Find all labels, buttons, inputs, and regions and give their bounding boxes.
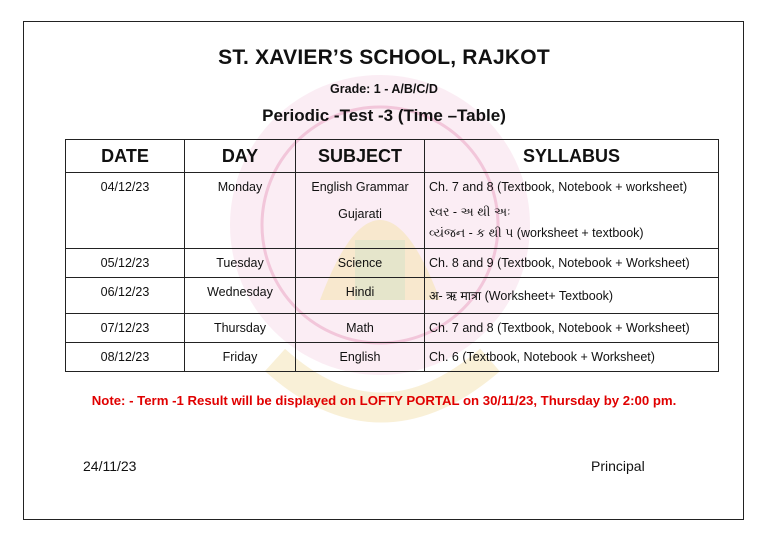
principal-signature-label: Principal [591, 458, 645, 474]
table-row [66, 278, 719, 314]
subject-english-grammar: English Grammar [311, 180, 409, 194]
table-row [66, 343, 719, 372]
day-cell: Friday [185, 343, 296, 372]
school-name: ST. XAVIER’S SCHOOL, RAJKOT [218, 46, 550, 69]
grade-line: Grade: 1 - A/B/C/D [330, 82, 438, 96]
syllabus-cell: Ch. 6 (Textbook, Notebook + Worksheet) [425, 343, 719, 372]
table-row [66, 173, 719, 249]
test-title: Periodic -Test -3 (Time –Table) [262, 106, 506, 125]
syllabus-cell: अ- ऋ मात्रा (Worksheet+ Textbook) [425, 278, 719, 314]
column-header-syllabus: SYLLABUS [425, 140, 719, 173]
date-cell: 04/12/23 [66, 173, 185, 249]
syllabus-gujarati-vyanjan: વ્યંજન - ક થી પ (worksheet + textbook) [429, 226, 644, 240]
day-cell: Tuesday [185, 249, 296, 278]
timetable [65, 139, 719, 372]
date-cell: 06/12/23 [66, 278, 185, 314]
syllabus-cell [425, 173, 719, 249]
date-cell: 08/12/23 [66, 343, 185, 372]
table-header-row [66, 140, 719, 173]
syllabus-english-grammar: Ch. 7 and 8 (Textbook, Notebook + worksheet) [429, 180, 688, 194]
table-row [66, 314, 719, 343]
subject-cell [296, 173, 425, 249]
date-cell: 05/12/23 [66, 249, 185, 278]
subject-cell: English [296, 343, 425, 372]
table-row [66, 249, 719, 278]
column-header-day: DAY [185, 140, 296, 173]
date-cell: 07/12/23 [66, 314, 185, 343]
subject-cell: Hindi [296, 278, 425, 314]
column-header-subject: SUBJECT [296, 140, 425, 173]
subject-cell: Math [296, 314, 425, 343]
syllabus-cell: Ch. 8 and 9 (Textbook, Notebook + Worksheet) [425, 249, 719, 278]
subject-cell: Science [296, 249, 425, 278]
issue-date: 24/11/23 [83, 458, 137, 474]
result-note: Note: - Term -1 Result will be displayed on LOFTY PORTAL on 30/11/23, Thursday by 2:00 pm. [91, 393, 677, 408]
day-cell: Monday [185, 173, 296, 249]
column-header-date: DATE [66, 140, 185, 173]
day-cell: Wednesday [185, 278, 296, 314]
day-cell: Thursday [185, 314, 296, 343]
syllabus-gujarati-swar: સ્વર - અ થી અઃ [429, 205, 511, 219]
subject-gujarati: Gujarati [338, 207, 382, 221]
syllabus-cell: Ch. 7 and 8 (Textbook, Notebook + Worksheet) [425, 314, 719, 343]
